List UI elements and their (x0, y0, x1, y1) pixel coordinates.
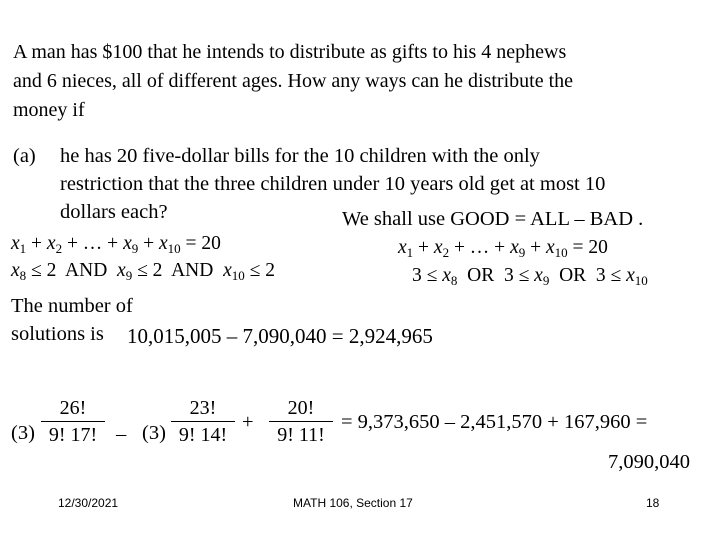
formula-result-total: 7,090,040 (608, 451, 690, 473)
minus-sign: – (116, 423, 127, 445)
part-a-label: (a) (13, 145, 36, 167)
formula-result: = 9,373,650 – 2,451,570 + 167,960 = (341, 411, 648, 433)
coefficient-1: (3) (11, 422, 35, 444)
fraction-2-denominator: 9! 14! (171, 421, 235, 445)
solutions-label: solutions is (11, 323, 104, 345)
solutions-line-1: The number of (11, 295, 133, 317)
fraction-3-denominator: 9! 11! (269, 421, 333, 445)
good-all-bad-note: We shall use GOOD = ALL – BAD . (342, 208, 644, 230)
fraction-20-choose (269, 398, 333, 445)
part-a-line-3: dollars each? (60, 201, 168, 223)
right-equation-rhs: = 20 (572, 237, 608, 258)
fraction-3-numerator: 20! (287, 397, 315, 419)
footer-course: MATH 106, Section 17 (293, 496, 413, 510)
plus-sign: + (242, 411, 254, 433)
right-constraints: $3 \le x_8$ OR $3 \le x_9$ OR $3 \le x_{10}$ (412, 265, 648, 288)
fraction-1-denominator: 9! 17! (41, 421, 105, 445)
footer-date: 12/30/2021 (58, 496, 119, 510)
footer-page-number: 18 (646, 496, 660, 510)
part-a-line-1: he has 20 five-dollar bills for the 10 children with the only (60, 145, 540, 167)
problem-line-1: A man has $100 that he intends to distribute as gifts to his 4 nephews (13, 41, 567, 63)
left-equation: $x_1 + x_2$ + … + $x_9 + x_{10} = 20$ (11, 233, 221, 256)
fraction-2-numerator: 23! (189, 397, 217, 419)
fraction-1-numerator: 26! (59, 397, 87, 419)
problem-statement (13, 38, 713, 125)
left-constraints: $x_8 \le 2$ AND $x_9 \le 2$ AND $x_{10} \le 2$ (11, 260, 275, 283)
fraction-23-choose (171, 398, 235, 445)
solutions-value: 10,015,005 – 7,090,040 = 2,924,965 (127, 324, 433, 348)
left-equation-rhs: = 20 (185, 233, 221, 254)
part-a-line-2: restriction that the three children under 10 years old get at most 10 (60, 173, 606, 195)
problem-line-2: and 6 nieces, all of different ages. How any ways can he distribute the (13, 70, 573, 92)
coefficient-2: (3) (142, 422, 166, 444)
right-equation: $x_1 + x_2$ + … + $x_9 + x_{10} = 20$ (398, 237, 608, 260)
fraction-26-choose (41, 398, 105, 445)
problem-line-3: money if (13, 99, 85, 121)
